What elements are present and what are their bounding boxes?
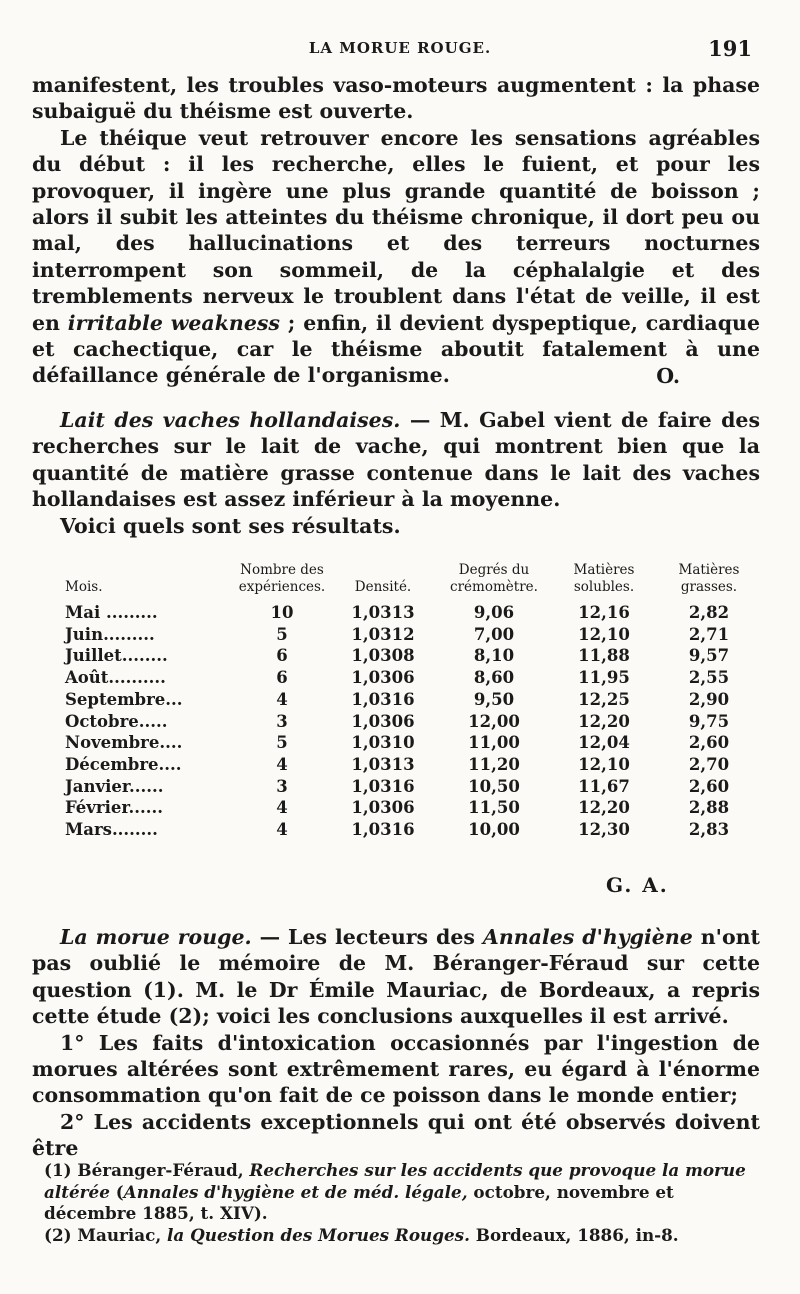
cell-degres: 8,60: [473, 668, 515, 688]
cell-grasses: 9,57: [688, 646, 730, 666]
footnote-2: [44, 1225, 764, 1247]
cell-mois: Juin.........: [65, 624, 155, 644]
cell-mois: Août..........: [65, 668, 166, 688]
cell-grasses: 9,75: [688, 711, 730, 731]
text-run: Le théique veut retrouver encore les sensations agréables du début : il les recherche, elles le fuient, et pour les provoquer, il ingère une plus grande quantité de boisson ; alors il subit les atteintes du théisme chronique, il dort peu ou mal, des hallucinations et des terreurs nocturnes interrompent son sommeil, de la céphalalgie et des tremblements nerveux le troublent dans l'état de veille, il est en: [32, 125, 760, 335]
cell-degres: 7,00: [473, 624, 515, 644]
cell-solubles: 12,20: [578, 798, 630, 818]
text-run: — Les lecteurs des: [251, 925, 483, 949]
cell-degres: 9,06: [473, 603, 515, 622]
results-table: [65, 562, 759, 841]
table-row: [65, 797, 759, 819]
cell-mois: Janvier......: [65, 776, 164, 796]
col-header-densite: Densité.: [354, 579, 412, 595]
cell-nombre: 6: [276, 668, 288, 688]
cell-solubles: 12,20: [578, 711, 630, 731]
col-header-grasses: Matières grasses.: [678, 562, 740, 595]
cell-nombre: 5: [276, 624, 288, 644]
cell-solubles: 11,88: [578, 646, 630, 666]
cell-degres: 12,00: [468, 711, 520, 731]
cell-mois: Décembre....: [65, 754, 182, 774]
col-header-degres: Degrés du crémomètre.: [450, 562, 538, 595]
text-run: (1) Béranger-Féraud,: [44, 1160, 250, 1180]
cell-densite: 1,0313: [351, 603, 415, 622]
text-run: octobre, novembre et décembre 1885, t. XIV).: [44, 1181, 674, 1223]
page-header: [30, 36, 770, 62]
cell-grasses: 2,90: [688, 689, 730, 709]
cell-densite: 1,0312: [351, 624, 415, 644]
signature: G. A.: [606, 873, 669, 897]
cell-solubles: 12,16: [578, 603, 630, 622]
col-header-mois: Mois.: [65, 579, 103, 595]
cell-mois: Juillet........: [65, 646, 168, 666]
italic-term: irritable weakness: [67, 310, 280, 335]
text-run: Bordeaux, 1886, in-8.: [469, 1224, 679, 1245]
cell-solubles: 11,67: [578, 776, 630, 796]
section-title: La morue rouge.: [60, 925, 252, 949]
table-row: [65, 819, 759, 841]
cell-nombre: 3: [276, 711, 288, 731]
cell-grasses: 2,82: [688, 603, 730, 622]
cell-nombre: 4: [276, 820, 288, 840]
paragraph: Voici quels sont ses résultats.: [60, 513, 401, 538]
cell-mois: Novembre....: [65, 733, 183, 753]
table-row: [65, 667, 759, 689]
cell-grasses: 2,55: [688, 668, 730, 688]
cell-degres: 11,50: [468, 798, 520, 818]
table-row: [65, 732, 759, 754]
table-row: [65, 624, 759, 646]
cell-densite: 1,0310: [351, 733, 415, 753]
text-run: ; enfin, il devient dyspeptique, cardiaque et cachectique, car le théisme aboutit fatalement à une défaillance générale de l'organisme.: [32, 310, 760, 388]
section-title: Lait des vaches hollandaises.: [60, 408, 401, 432]
cell-mois: Mai .........: [65, 603, 158, 622]
cell-solubles: 12,10: [578, 754, 630, 774]
cell-solubles: 12,10: [578, 624, 630, 644]
text-run: (2) Mauriac,: [44, 1224, 168, 1245]
journal-title: Annales d'hygiène et de méd. légale,: [123, 1181, 468, 1202]
cell-solubles: 12,25: [578, 689, 630, 709]
cell-nombre: 4: [276, 798, 288, 818]
table-row: [65, 645, 759, 667]
text-run: n'ont pas oublié le mémoire de M. Béranger-Féraud sur cette question (1). M. le Dr Émile Mauriac, de Bordeaux, a repris cette étude (2); voici les conclusions auxquelles il est arrivé.: [32, 925, 760, 1029]
cell-grasses: 2,88: [688, 798, 730, 818]
paragraph: 2° Les accidents exceptionnels qui ont été observés doivent être: [32, 1109, 760, 1161]
cell-grasses: 2,60: [688, 733, 730, 753]
paragraph: manifestent, les troubles vaso-moteurs augmentent : la phase subaiguë du théisme est ouverte.: [32, 73, 760, 124]
cell-grasses: 2,70: [688, 754, 730, 774]
cell-nombre: 5: [276, 733, 288, 753]
cell-densite: 1,0313: [351, 754, 415, 774]
cell-densite: 1,0316: [351, 689, 415, 709]
cell-degres: 11,20: [468, 754, 520, 774]
cell-mois: Mars........: [65, 820, 158, 840]
cell-nombre: 4: [276, 689, 288, 709]
cell-grasses: 2,83: [688, 820, 730, 840]
table-body: [65, 602, 759, 841]
cell-nombre: 10: [270, 603, 294, 622]
cell-degres: 9,50: [473, 689, 515, 709]
cell-solubles: 12,04: [578, 733, 630, 753]
journal-title: Annales d'hygiène: [482, 925, 693, 949]
cell-densite: 1,0306: [351, 668, 415, 688]
cell-nombre: 4: [276, 754, 288, 774]
cell-densite: 1,0316: [351, 776, 415, 796]
cell-mois: Septembre...: [65, 689, 183, 709]
cell-solubles: 12,30: [578, 820, 630, 840]
cell-degres: 10,00: [468, 820, 520, 840]
table-row: [65, 689, 759, 711]
paragraph: 1° Les faits d'intoxication occasionnés par l'ingestion de morues altérées sont extrêmement rares, eu égard à l'énorme consommation qu'on fait de ce poisson dans le monde entier;: [32, 1030, 760, 1108]
cell-mois: Février......: [65, 798, 164, 818]
footnote-1: [44, 1160, 764, 1225]
section-lait: [32, 407, 760, 539]
page-number: 191: [708, 36, 752, 61]
table-row: [65, 711, 759, 733]
text-run: — M. Gabel vient de faire des recherches sur le lait de vache, qui montrent bien que la quantité de matière grasse contenue dans le lait des vaches hollandaises est assez inférieur à la moyenne.: [32, 408, 760, 512]
table-row: [65, 602, 759, 624]
footnotes: [44, 1160, 764, 1246]
col-header-solubles: Matières solubles.: [573, 562, 635, 595]
cell-degres: 11,00: [468, 733, 520, 753]
cell-densite: 1,0306: [351, 711, 415, 731]
cell-degres: 10,50: [468, 776, 520, 796]
cell-nombre: 6: [276, 646, 288, 666]
section-morue: [32, 924, 760, 1162]
cell-densite: 1,0306: [351, 798, 415, 818]
table-header-row: [65, 562, 759, 602]
cell-mois: Octobre.....: [65, 711, 168, 731]
text-run: (: [109, 1181, 124, 1202]
table-row: [65, 776, 759, 798]
col-header-nombre: Nombre des expériences.: [238, 562, 326, 595]
cell-densite: 1,0308: [351, 646, 415, 666]
cell-degres: 8,10: [473, 646, 515, 666]
cell-densite: 1,0316: [351, 820, 415, 840]
paragraph: [32, 407, 760, 513]
italic-title: la Question des Morues Rouges.: [167, 1224, 470, 1245]
cell-nombre: 3: [276, 776, 288, 796]
cell-grasses: 2,60: [688, 776, 730, 796]
table-row: [65, 754, 759, 776]
cell-solubles: 11,95: [578, 668, 630, 688]
signature: O.: [656, 363, 680, 388]
section-theisme: [32, 72, 760, 389]
paragraph: [32, 924, 760, 1030]
paragraph: [32, 125, 760, 389]
cell-grasses: 2,71: [688, 624, 730, 644]
italic-title: Recherches sur les accidents que provoque la morue altérée: [44, 1160, 746, 1202]
running-title: LA MORUE ROUGE.: [308, 39, 492, 57]
